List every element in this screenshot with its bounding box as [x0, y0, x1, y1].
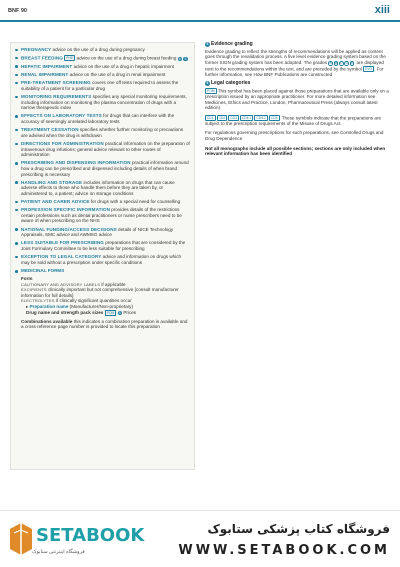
- legal-paragraph-2: [205, 115, 390, 127]
- cd-symbol-icon: CD1: [207, 115, 214, 120]
- legal-text-2: These symbols indicate that the preparations are subject to the prescription requirements of the Misuse of Drugs Act.: [205, 115, 382, 126]
- section-entry: [15, 64, 190, 70]
- page-number: xiii: [374, 4, 390, 16]
- section-entry: [15, 94, 190, 111]
- medicinal-forms-keyword: MEDICINAL FORMS: [21, 268, 65, 274]
- pack-size-label: Drug name and strength pack sizes: [26, 309, 104, 315]
- section-keyword: HANDLING AND STORAGE: [21, 179, 83, 185]
- section-entry: [15, 80, 190, 91]
- bullet-icon: [15, 115, 18, 118]
- bullet-icon: [15, 65, 18, 68]
- section-keyword: MONITORING REQUIREMENTS: [21, 94, 92, 100]
- section-description: includes information on drugs that can cause adverse effects to those who handle them before they are taken by, or administered to, a patient; advice on storage conditions: [21, 179, 175, 196]
- excipients-text: clinically important but not comprehensive [consult manufacturer information for full details]: [21, 287, 179, 298]
- logo-wordmark: SETABOOK: [36, 525, 145, 546]
- bullet-icon: [15, 242, 18, 245]
- section-entry: [15, 180, 190, 197]
- bullet-icon: [15, 129, 18, 132]
- medicinal-forms-entry: [15, 268, 190, 329]
- section-keyword: PROFESSION SPECIFIC INFORMATION: [21, 207, 111, 213]
- cd-symbol-icon: CD4-2: [256, 115, 266, 120]
- form-label: Form: [21, 275, 33, 281]
- bullet-icon: [15, 57, 18, 60]
- cd-symbol-icons: [205, 115, 281, 120]
- store-footer: [0, 510, 400, 567]
- grade-circle-icon: A: [329, 61, 332, 66]
- bullet-icon: [15, 96, 18, 99]
- book-title: BNF 90: [8, 8, 27, 14]
- section-description: advice on the use of a drug during breast feeding: [75, 55, 177, 61]
- legal-paragraph-3: For regulations governing prescriptions for such preparations, see Controlled Drugs and Drug Dependence: [205, 130, 384, 141]
- page-header: [0, 0, 400, 22]
- section-description: advice on the use of a drug in renal impairment: [68, 72, 166, 78]
- electrolytes-label: ELECTROLYTES: [21, 298, 55, 304]
- store-name: فروشگاه کتاب پزشکی ستابوک: [207, 522, 390, 536]
- combinations-line: [21, 319, 190, 330]
- pom-symbol-icon: POM: [207, 88, 215, 93]
- evg-symbol-icon: EVG: [365, 66, 373, 71]
- logo-subtitle: فروشگاه اینترنتی ستابوک: [32, 549, 85, 555]
- section-description: details of NICE Technology Appraisals, SMC advice and AWMSG advice: [21, 226, 174, 238]
- excipients-label: EXCIPIENTS: [21, 287, 47, 293]
- explanation-column: [205, 42, 390, 161]
- pom-badge: POM: [106, 310, 115, 315]
- sections-note: Not all monographs include all possible sections; sections are only included when relevant information has been identified: [205, 145, 386, 157]
- section-description: specifies whether further monitoring or precautions are advised when the drug is withdrawn: [21, 127, 184, 138]
- grade-circle-icon: D: [345, 61, 348, 66]
- evidence-text-3: . For further information, see How BNF Publications are constructed: [205, 66, 384, 77]
- electrolytes-text: if clinically significant quantities occur: [54, 298, 132, 304]
- preparation-block: [21, 304, 190, 316]
- store-url-link[interactable]: WWW.SETABOOK.COM: [178, 543, 390, 558]
- section-keyword: EFFECTS ON LABORATORY TESTS: [21, 113, 102, 119]
- section-entry: [15, 141, 190, 158]
- section-keyword: DIRECTIONS FOR ADMINISTRATION: [21, 140, 104, 146]
- monograph-sections-panel: [10, 42, 195, 470]
- bullet-icon: [15, 201, 18, 204]
- number-circle-icon: 5: [206, 42, 209, 46]
- evidence-title: Evidence grading: [211, 41, 253, 47]
- section-entry: [15, 127, 190, 138]
- section-keyword: PRESCRIBING AND DISPENSING INFORMATION: [21, 160, 131, 166]
- section-entry: [15, 240, 190, 251]
- section-entry: [15, 55, 190, 61]
- bullet-icon: [15, 209, 18, 212]
- section-keyword: PATIENT AND CARER ADVICE: [21, 199, 90, 205]
- preparation-name: Preparation name: [29, 303, 69, 309]
- legal-circle-icon: 6: [118, 310, 121, 315]
- bullet-icon: [15, 74, 18, 77]
- section-description: specifies any special monitoring requirements, including information on monitoring the plasma concentration of drugs with a narrow therapeutic index: [21, 94, 187, 111]
- section-description: advice on the use of a drug during pregnancy: [51, 47, 145, 52]
- cd-symbol-icon: CD5: [270, 115, 278, 120]
- section-entry: [15, 254, 190, 265]
- legal-categories-heading: [205, 81, 390, 87]
- section-list: [15, 47, 190, 265]
- section-keyword: PRE-TREATMENT SCREENING: [21, 80, 91, 86]
- section-keyword: HEPATIC IMPAIRMENT: [21, 63, 73, 69]
- evidence-paragraph: [205, 49, 390, 78]
- setabook-logo[interactable]: [6, 519, 145, 561]
- cautionary-text: if applicable: [100, 281, 126, 287]
- section-keyword: LESS SUITABLE FOR PRESCRIBING: [21, 240, 104, 246]
- bullet-icon: [15, 49, 18, 52]
- section-entry: [15, 72, 190, 78]
- bullet-icon: [15, 82, 18, 85]
- section-description: preparations that are considered by the Joint Formulary Committee to be less suitable for prescribing: [21, 240, 186, 252]
- cd-symbol-icon: CD3: [230, 115, 237, 120]
- bullet-icon: [15, 228, 18, 231]
- section-keyword: NATIONAL FUNDING/ACCESS DECISIONS: [21, 226, 117, 232]
- section-description: for drugs with a special need for counselling: [89, 199, 181, 205]
- grade-circle-icon: E: [351, 61, 354, 66]
- combinations-label: Combinations available: [21, 318, 73, 324]
- evidence-text-2: are displayed next to the recommendations within the text, and are preceded by the symbol: [205, 59, 384, 72]
- cd-symbol-icon: CD4-1: [241, 115, 252, 120]
- section-entry: [15, 47, 190, 53]
- section-keyword: BREAST FEEDING: [21, 55, 63, 61]
- section-description: provides details of the restrictions certain professions such as dental practitioners or nurse prescribers need to be aware of when prescribing on the NHS: [21, 207, 182, 224]
- cautionary-label: CAUTIONARY AND ADVISORY LABELS: [21, 281, 101, 287]
- section-description: practical information on the preparation of intravenous drug infusions; general advice relevant to other routes of administration: [21, 140, 190, 158]
- pack-line: [26, 310, 190, 316]
- section-description: covers one off tests required to assess the suitability of a patient for a particular drug: [21, 80, 179, 91]
- bullet-icon: [15, 270, 18, 273]
- prices-label: Prices: [122, 309, 137, 315]
- section-entry: [15, 207, 190, 224]
- evidence-text: Evidence grading to reflect the strengths of recommendations will be applied as content goes through the revalidation process. A five level evidence grading system based on the former SIGN grading system has been adopted. The grades: [205, 48, 386, 65]
- section-description: for drugs that can interfere with the accuracy of seemingly unrelated laboratory tests: [21, 113, 175, 124]
- section-entry: [15, 227, 190, 238]
- section-keyword: EXCEPTION TO LEGAL CATEGORY: [21, 254, 102, 260]
- evidence-grading-heading: [205, 42, 390, 48]
- excipients-line: [21, 287, 190, 298]
- preparation-manufacturer: (Manufacturer/Non-proprietary): [68, 303, 133, 309]
- legal-title: Legal categories: [211, 80, 251, 87]
- bullet-icon: [15, 162, 18, 165]
- cd-symbol-icon: CD2: [218, 115, 226, 120]
- section-description: advice and information on drugs which may be sold without a prescription under specific conditions: [21, 254, 182, 265]
- section-description: practical information around how a drug can be prescribed and dispensed including details of when brand prescribing is necessary: [21, 160, 189, 177]
- section-entry: [15, 199, 190, 205]
- grade-circle-icon: C: [340, 61, 343, 66]
- section-keyword: TREATMENT CESSATION: [21, 127, 79, 133]
- phe-badge: PHE: [66, 56, 74, 61]
- preparation-line: ▸ Preparation name (Manufacturer/Non-proprietary): [26, 303, 133, 309]
- section-keyword: PREGNANCY: [21, 47, 52, 52]
- grade-circle-icon: B: [334, 61, 338, 66]
- legal-text-1: This symbol has been placed against those preparations that are available only on a prescription issued by an appropriate practitioner. For more detailed information see Medicines, Ethics and Practice, London, Pharmaceutical Press (always consult latest edition): [205, 88, 389, 111]
- section-entry: [15, 160, 190, 177]
- bullet-icon: [15, 256, 18, 259]
- evidence-grade-icons: [328, 60, 355, 65]
- section-description: advice on the use of a drug in hepatic impairment: [72, 63, 174, 69]
- legal-paragraph-1: [205, 88, 390, 111]
- marker-circle-icon: 5: [184, 56, 187, 61]
- section-entry: [15, 113, 190, 124]
- marker-circle-icon: A: [178, 56, 181, 61]
- combinations-text: this indicates a combination preparation is available and a cross reference page number is provided to locate this preparation: [21, 318, 188, 330]
- bullet-icon: [15, 181, 18, 184]
- section-keyword: RENAL IMPAIRMENT: [21, 72, 69, 78]
- bullet-icon: [15, 143, 18, 146]
- number-circle-icon: 6: [206, 81, 209, 86]
